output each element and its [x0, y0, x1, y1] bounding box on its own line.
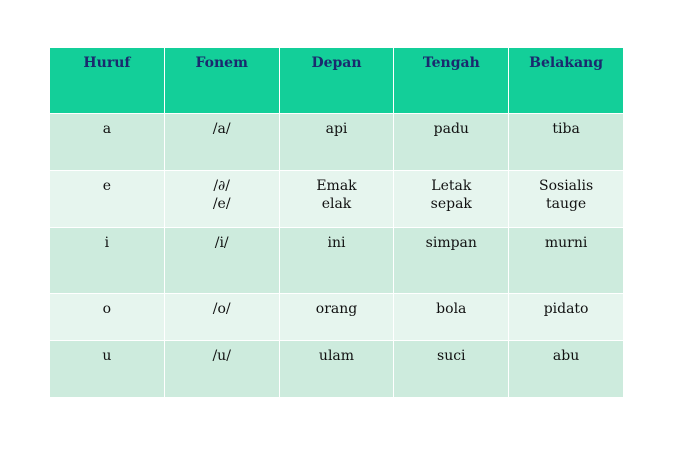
cell-line: Emak — [316, 178, 357, 194]
cell-belakang — [509, 114, 624, 171]
cell-belakang — [509, 171, 624, 228]
cell-line: Letak — [431, 178, 472, 194]
header-row — [50, 48, 624, 114]
header-fonem: Fonem — [164, 48, 279, 114]
cell-line: abu — [552, 348, 580, 364]
cell-line: elak — [321, 196, 352, 212]
cell-fonem — [164, 114, 279, 171]
header-belakang: Belakang — [509, 48, 624, 114]
table-row — [50, 228, 624, 294]
cell-huruf: u — [50, 341, 165, 398]
cell-tengah — [394, 294, 509, 341]
header-depan: Depan — [279, 48, 394, 114]
cell-line: /e/ — [212, 196, 231, 212]
cell-line: api — [325, 121, 348, 137]
cell-fonem — [164, 341, 279, 398]
cell-tengah — [394, 341, 509, 398]
cell-belakang — [509, 294, 624, 341]
cell-line: /∂/ — [213, 178, 231, 194]
table-row — [50, 114, 624, 171]
cell-line: /o/ — [212, 301, 231, 317]
cell-line: simpan — [425, 235, 477, 251]
cell-belakang — [509, 341, 624, 398]
table-row — [50, 341, 624, 398]
cell-depan — [279, 171, 394, 228]
header-huruf: Huruf — [50, 48, 165, 114]
cell-fonem — [164, 171, 279, 228]
cell-tengah — [394, 171, 509, 228]
cell-line: bola — [436, 301, 467, 317]
cell-line: pidato — [543, 301, 589, 317]
cell-depan — [279, 114, 394, 171]
table-row — [50, 171, 624, 228]
cell-depan — [279, 228, 394, 294]
cell-huruf: o — [50, 294, 165, 341]
phoneme-table — [49, 47, 624, 398]
table-row — [50, 294, 624, 341]
cell-line: tiba — [552, 121, 580, 137]
cell-line: Sosialis — [539, 178, 594, 194]
header-tengah: Tengah — [394, 48, 509, 114]
cell-huruf: a — [50, 114, 165, 171]
cell-line: padu — [433, 121, 469, 137]
cell-line: /a/ — [212, 121, 231, 137]
cell-line: sepak — [430, 196, 472, 212]
cell-line: suci — [437, 348, 466, 364]
cell-depan — [279, 341, 394, 398]
cell-tengah — [394, 114, 509, 171]
cell-line: /i/ — [214, 235, 229, 251]
cell-line: ulam — [318, 348, 355, 364]
cell-line: murni — [544, 235, 588, 251]
cell-line: tauge — [545, 196, 587, 212]
cell-fonem — [164, 228, 279, 294]
cell-fonem — [164, 294, 279, 341]
cell-huruf: e — [50, 171, 165, 228]
cell-line: orang — [315, 301, 358, 317]
cell-huruf: i — [50, 228, 165, 294]
cell-belakang — [509, 228, 624, 294]
cell-line: ini — [327, 235, 346, 251]
cell-depan — [279, 294, 394, 341]
cell-line: /u/ — [212, 348, 231, 364]
cell-tengah — [394, 228, 509, 294]
